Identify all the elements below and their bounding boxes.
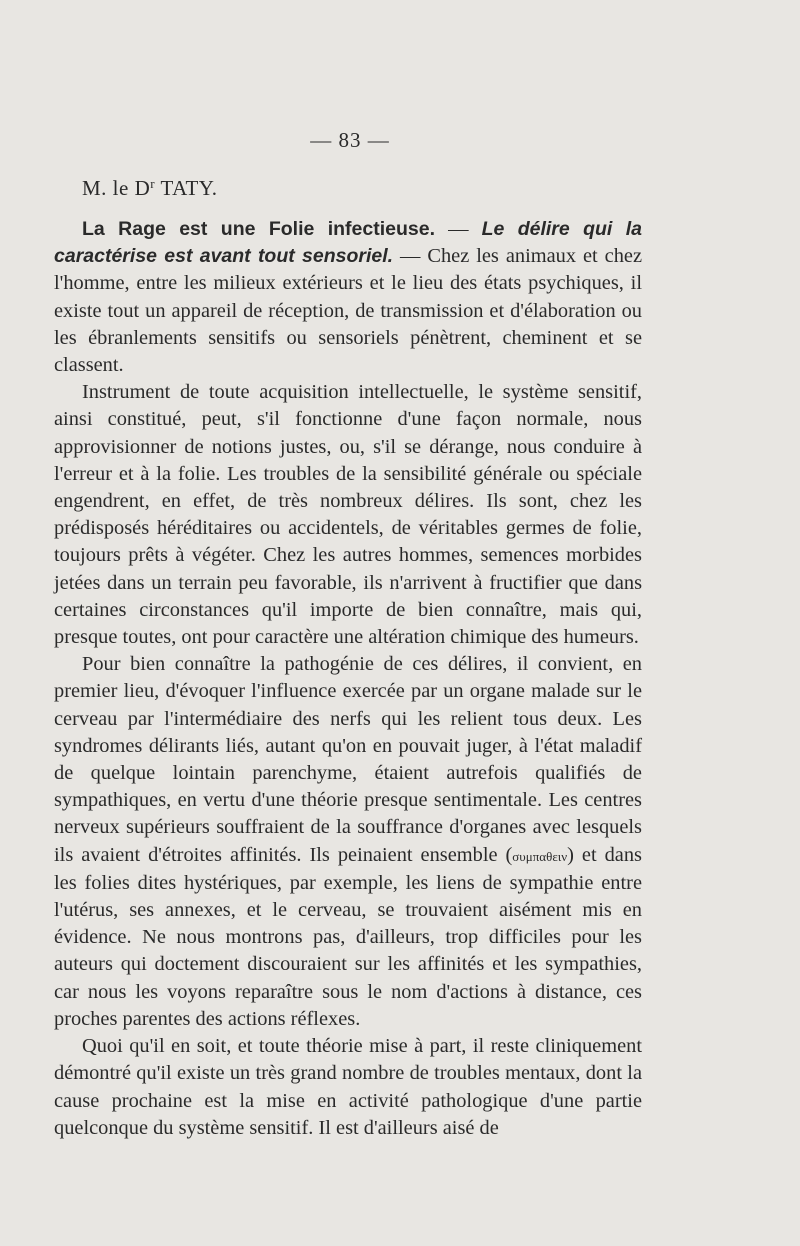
paragraph-3-text-a: Pour bien connaître la pathogénie de ces délires, il convient, en premier lieu, d'évoquer l'influence exercée par un organe malade sur le cerveau par l'intermédiaire des nerfs qui les relient tous deux. Les syndromes délirants liés, autant qu'on en pouvait juger, à l'état maladif de quelque lointain parenchyme, étaient autrefois qualifiés de sympathiques, en vertu d'une théorie presque sentimentale. Les centres nerveux supérieurs souffraient de la souffrance d'organes avec lesquels ils avaient d'étroites affinités. Ils peinaient ensemble ( [54,653,642,866]
author-name: TATY. [160,176,218,200]
section-subheading: Le délire qui la caractérise est avant tout sensoriel. [54,218,643,268]
author-prefix: M. le D [82,176,151,200]
page-number: — 83 — [310,128,390,152]
paragraph-3-text-b: ) et dans les folies dites hystériques, par exemple, les liens de sympathie entre l'utérus, ses annexes, et le cerveau, se trouvaient aisément mis en évidence. Ne nous montrons pas, d'ailleurs, trop difficiles pour les auteurs qui doctement discouraient sur les affinités et les sympathies, car nous les voyons reparaître sous le nom d'actions à distance, ces proches parentes des actions réflexes. [54,843,642,1030]
body-text [54,216,642,1142]
paragraph-3 [54,651,642,1033]
paragraph-4: Quoi qu'il en soit, et toute théorie mise à part, il reste cliniquement démontré qu'il existe un très grand nombre de troubles mentaux, dont la cause prochaine est la mise en activité pathologique d'une partie quelconque du système sensitif. Il est d'ailleurs aisé de [54,1035,642,1139]
author-line [82,176,218,201]
paragraph-2: Instrument de toute acquisition intellectuelle, le système sensitif, ainsi constitué, peut, s'il fonctionne d'une façon normale, nous approvisionner de notions justes, ou, s'il se dérange, nous conduire à l'erreur et à la folie. Les troubles de la sensibilité générale ou spéciale engendrent, en effet, de très nombreux délires. Ils sont, chez les prédisposés héréditaires ou accidentels, de véritables germes de folie, toujours prêts à végéter. Chez les autres hommes, semences morbides jetées dans un terrain peu favorable, ils n'arrivent à fructifier que dans certaines circonstances qu'il importe de bien connaître, mais qui, presque toutes, ont pour caractère une altération chimique des humeurs. [54,381,642,649]
greek-word: συμπαθειν [512,848,568,864]
section-heading: La Rage est une Folie infectieuse. [82,218,436,240]
heading-dash: — [448,218,469,240]
paragraph-1-text: — Chez les animaux et chez l'homme, entre les milieux extérieurs et le lieu des états psychiques, il existe tout un appareil de réception, de transmission et d'élaboration ou les ébranlements sensitifs ou sensoriels pénètrent, cheminent et se classent. [54,245,642,377]
paragraph-1 [54,216,642,379]
author-sup: r [150,176,156,191]
